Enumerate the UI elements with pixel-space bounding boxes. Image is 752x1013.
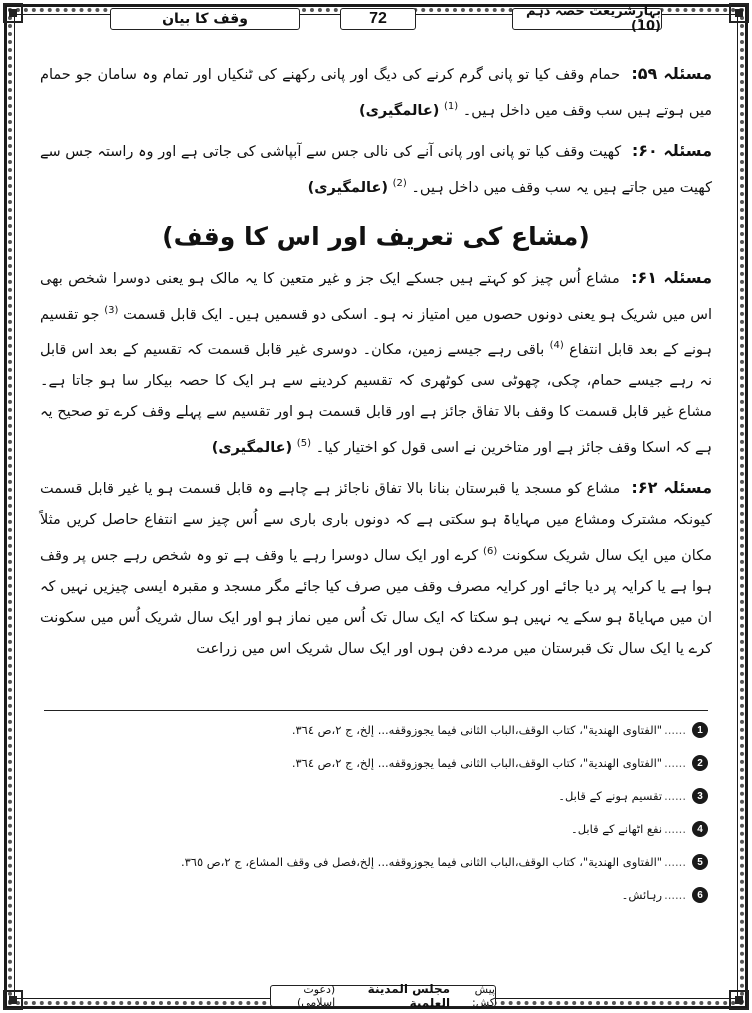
chapter-title: وقف کا بیان [110,8,300,30]
page-body [40,58,712,673]
masala-label: مسئلہ ۶۱: [631,267,712,287]
book-title: بہارِشریعت حصہ دہم (10) [512,8,662,30]
paragraph-text: کرے اور ایک سال دوسرا رہے یا وقف ہے تو وہ شخص رہے جس پر وقف ہوا ہے یا کرایہ پر دیا جائے اور کرایہ مصرف وقف میں صرف کیا جائے مگر مسجد و مقبرہ ایسی چیزیں نہیں کہ ان میں مہایاۃ ہو سکے یہ نہیں ہو سکتا کہ ایک سال تک اُس میں نماز ہو اور ایک سال شریک اُس میں سکونت کرے یا ایک سال تک قبرستان میں مردے دفن ہوں اور ایک سال شریک اس میں زراعت [40,547,712,657]
paragraph-masala-61 [40,262,712,464]
paragraph-text: حمام وقف کیا تو پانی گرم کرنے کی دیگ اور پانی رکھنے کی ٹنکیاں اور تمام وہ سامان جو حمام میں ہوتے ہیں سب وقف میں داخل ہیں۔ [40,67,712,119]
footnote-item [44,716,708,744]
corner-ornament-icon [2,2,24,24]
corner-ornament-icon [728,2,750,24]
citation: (عالمگیری) [358,102,440,119]
paragraph-masala-62 [40,472,712,665]
corner-ornament-icon [2,989,24,1011]
footnote-ref: (6) [483,546,498,558]
footnote-number-badge: 3 [692,788,708,804]
footnote-item [44,815,708,843]
footer-suffix: (دعوت اسلامی) [296,983,336,1009]
footnote-item [44,848,708,876]
footnote-leader: ...... [664,756,686,770]
section-heading: (مشاع کی تعریف اور اس کا وقف) [162,221,590,251]
footnote-leader: ...... [664,888,686,902]
footnote-text: "الفتاوى الهندية"، كتاب الوقف،الباب الثانى فيما يجوزوقفه... إلخ،فصل فى وقف المشاع، ج ٢،ص ٣٦٥. [180,855,663,869]
footnote-text: تقسیم ہونے کے قابل۔ [558,789,663,803]
footnote-number-badge: 2 [692,755,708,771]
paragraph-text: باقی رہے جیسے زمین، مکان۔ دوسری غیر قابل قسمت کہ تقسیم کے بعد اس قابل نہ رہے جیسے حمام، چکی، چھوٹی سی کوٹھری کہ تقسیم کردینے سے ہر ایک کا حصہ بیکار سا ہو جاتا ہے۔ مشاع غیر قابل قسمت کا وقف بالا تفاق جائز ہے اور قابل قسمت ہو اور تقسیم سے پہلے وقف کرے تو صحیح یہ ہے کہ اسکا وقف جائز ہے اور متاخرین نے اسی قول کو اختیار کیا۔ [40,342,712,457]
footnote-ref: (5) [296,438,311,450]
footnote-item [44,749,708,777]
corner-ornament-icon [728,989,750,1011]
page-header [22,4,730,34]
paragraph-text: کھیت وقف کیا تو پانی اور پانی آنے کی نالی جس سے آبپاشی کی جاتی ہے اور وہ راستہ جس سے کھیت میں جاتے ہیں یہ سب وقف میں داخل ہیں۔ [40,143,712,196]
footnote-ref: (3) [104,304,119,316]
footnote-ref: (4) [549,340,564,352]
footnote-text: رہائش۔ [621,888,663,902]
footnote-divider [44,710,708,711]
footnote-text: "الفتاوى الهندية"، كتاب الوقف،الباب الثانى فيما يجوزوقفه... إلخ، ج ٢،ص ٣٦٤. [291,756,663,770]
footnotes [44,716,708,914]
footnote-item [44,782,708,810]
footnote-leader: ...... [664,855,686,869]
footnote-leader: ...... [664,723,686,737]
footnote-ref: (2) [392,177,407,189]
masala-label: مسئلہ ۶۰: [631,140,712,160]
citation: (عالمگیری) [307,179,389,196]
footnote-text: نفع اٹھانے کے قابل۔ [570,822,663,836]
footnote-text: "الفتاوى الهندية"، كتاب الوقف،الباب الثانى فيما يجوزوقفه... إلخ، ج ٢،ص ٣٦٤. [291,723,663,737]
masala-label: مسئلہ ۵۹: [631,64,712,83]
masala-label: مسئلہ ۶۲: [631,478,712,498]
paragraph-text: مشاع اُس چیز کو کہتے ہیں جسکے ایک جز و غیر متعین کا یہ مالک ہو یعنی دوسرا شخص بھی اس میں شریک ہو یعنی دونوں حصوں میں امتیاز نہ ہو۔ اسکی دو قسمیں ہیں۔ ایک قابل قسمت [40,270,713,323]
page-footer [270,982,496,1010]
footnote-number-badge: 5 [692,854,708,870]
footnote-leader: ...... [664,822,686,836]
footer-organization: مجلس المدينة العلمية [367,982,451,1010]
paragraph-text: مشاع کو مسجد یا قبرستان بنانا بالا تفاق ناجائز ہے چاہے وہ قابل قسمت ہو یا غیر قابل قسمت کیونکہ مشترک ومشاع میں مہایاۃ ہو سکتی ہے کہ دونوں باری باری سے اُس چیز سے انتفاع حاصل کریں مثلاً مکان میں ایک سال شریک سکونت [40,481,713,564]
paragraph-masala-59 [40,58,712,127]
page-number: 72 [340,8,416,30]
citation: (عالمگیری) [211,440,293,457]
footnote-ref: (1) [443,101,459,112]
footnote-leader: ...... [664,789,686,803]
footnote-number-badge: 6 [692,887,708,903]
footer-prefix: پیش کش: [472,983,495,1009]
paragraph-masala-60 [40,135,712,204]
footnote-item [44,881,708,909]
footnote-number-badge: 4 [692,821,708,837]
paragraph-text: جو تقسیم ہونے کے بعد قابل انتفاع [40,306,713,359]
footnote-number-badge: 1 [692,722,708,738]
